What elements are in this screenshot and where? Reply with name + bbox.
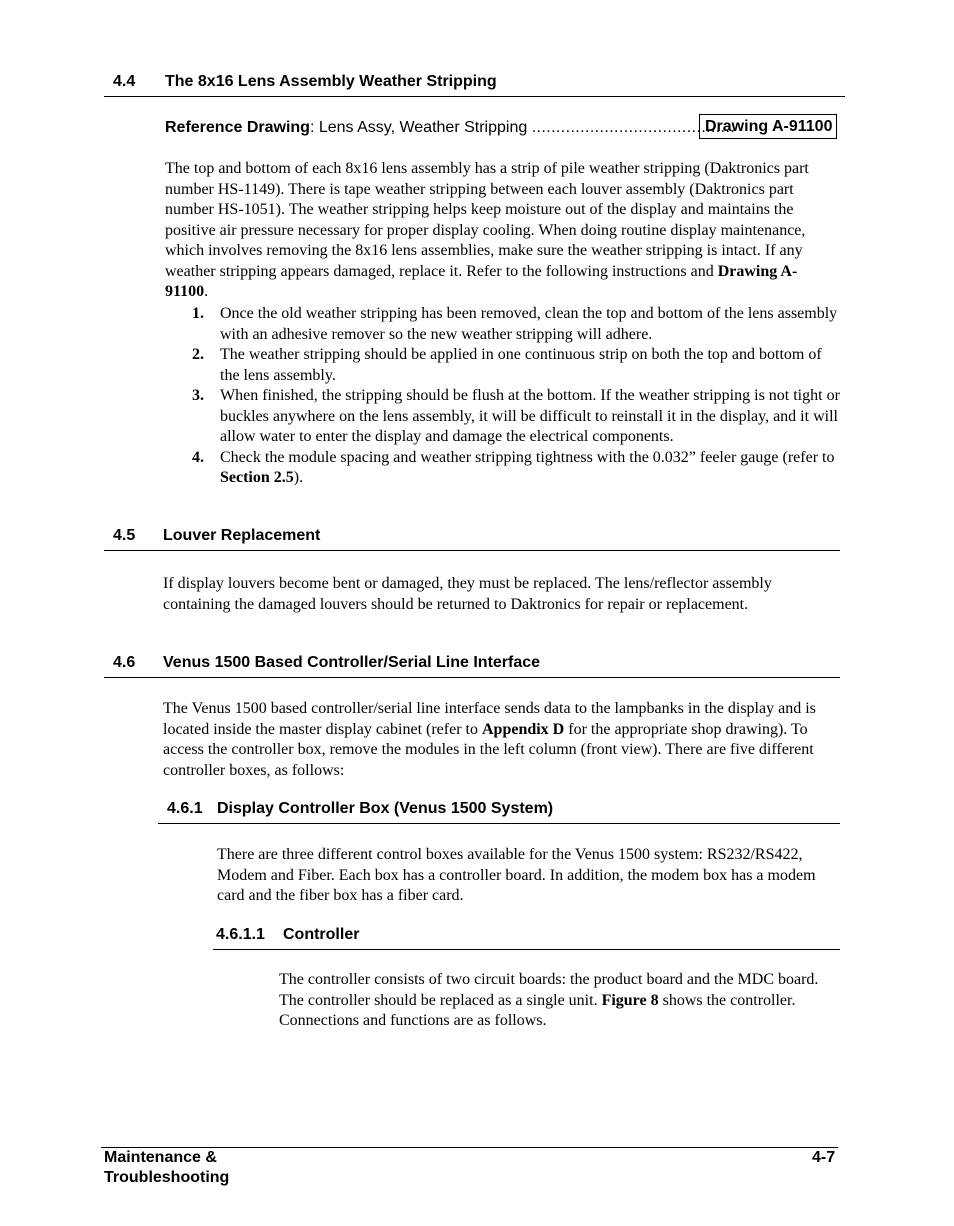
paragraph-text: If display louvers become bent or damaged, they must be replaced. The lens/reflector assembly containing the damaged louvers should be returned to Daktronics for repair or replacement. xyxy=(163,575,772,613)
paragraph-bold-ref: Figure 8 xyxy=(601,991,659,1009)
list-item xyxy=(165,448,845,489)
step-number: 3. xyxy=(192,387,204,404)
paragraph-text: The controller consists of two circuit boards: the product board and the MDC board. The controller should be replaced as a single unit. xyxy=(279,971,819,1009)
section-title: Controller xyxy=(283,926,360,943)
step-number: 4. xyxy=(192,448,204,466)
paragraph-bold-ref: Drawing A-91100 xyxy=(165,262,798,300)
section-4-5-heading xyxy=(113,527,320,545)
step-number: 2. xyxy=(192,346,204,363)
paragraph-text-end: shows the controller. Connections and functions are as follows. xyxy=(279,991,796,1029)
section-number: 4.6.1 xyxy=(167,800,203,817)
section-number: 4.5 xyxy=(113,527,136,544)
weather-stripping-steps xyxy=(165,304,845,489)
reference-text: : Lens Assy, Weather Stripping xyxy=(309,119,528,136)
list-item xyxy=(165,345,845,386)
reference-leader-dots: .......................................... xyxy=(531,119,736,136)
section-title: Display Controller Box (Venus 1500 System) xyxy=(217,800,554,817)
paragraph-text: The Venus 1500 based controller/serial line interface sends data to the lampbanks in the display and is located inside the master display cabinet (refer to xyxy=(163,700,816,738)
step-text: Check the module spacing and weather stripping tightness with the 0.032” feeler gauge (refer to xyxy=(220,448,835,466)
footer-chapter-title xyxy=(104,1148,229,1188)
section-number: 4.6 xyxy=(113,654,136,671)
louver-replacement-paragraph xyxy=(163,574,843,615)
step-number: 1. xyxy=(192,305,204,322)
section-4-6-heading xyxy=(113,654,540,672)
section-title: Venus 1500 Based Controller/Serial Line Interface xyxy=(163,654,541,671)
section-number: 4.6.1.1 xyxy=(216,926,265,943)
list-item xyxy=(165,304,845,345)
step-bold-ref: Section 2.5 xyxy=(220,469,294,486)
controller-interface-paragraph xyxy=(163,699,843,781)
list-item xyxy=(165,386,845,448)
page-number-text: 4-7 xyxy=(812,1149,836,1166)
page-number xyxy=(812,1148,835,1168)
reference-label: Reference Drawing xyxy=(165,119,310,136)
section-4-4-heading xyxy=(113,73,497,91)
paragraph-end: . xyxy=(204,283,209,300)
footer-line-2: Troubleshooting xyxy=(104,1169,230,1186)
paragraph-bold-ref: Appendix D xyxy=(481,720,565,738)
paragraph-text-end: for the appropriate shop drawing). To access the controller box, remove the modules in the left column (front view). There are five different controller boxes, as follows: xyxy=(163,720,814,779)
reference-drawing-line xyxy=(165,119,735,137)
section-title: Louver Replacement xyxy=(163,527,321,544)
step-text: The weather stripping should be applied in one continuous strip on both the top and bottom of the lens assembly. xyxy=(220,346,822,384)
section-title: The 8x16 Lens Assembly Weather Stripping xyxy=(165,73,497,90)
controller-paragraph xyxy=(279,970,829,1032)
weather-stripping-paragraph xyxy=(165,159,840,303)
controller-box-paragraph xyxy=(217,845,827,907)
section-number: 4.4 xyxy=(113,73,136,90)
footer-line-1: Maintenance & xyxy=(104,1149,217,1166)
heading-rule xyxy=(213,949,840,950)
heading-rule xyxy=(104,677,840,678)
step-text-end: ). xyxy=(293,469,304,486)
step-text: Once the old weather stripping has been removed, clean the top and bottom of the lens assembly with an adhesive remover so the new weather stripping will adhere. xyxy=(220,305,838,343)
paragraph-text: There are three different control boxes available for the Venus 1500 system: RS232/RS422, Modem and Fiber. Each box has a controller board. In addition, the modem box has a modem card and the fiber box has a fiber card. xyxy=(217,846,816,904)
heading-rule xyxy=(104,96,845,97)
section-4-6-1-heading xyxy=(167,800,553,818)
step-text: When finished, the stripping should be flush at the bottom. If the weather stripping is not tight or buckles anywhere on the lens assembly, it will be difficult to reinstall it in the display, and it will allow water to enter the display and damage the electrical components. xyxy=(220,387,840,445)
paragraph-text: The top and bottom of each 8x16 lens assembly has a strip of pile weather stripping (Daktronics part number HS-1149). There is tape weather stripping between each louver assembly (Daktronics part number HS-1051). The weather stripping helps keep moisture out of the display and maintains the positive air pressure necessary for proper display cooling. When doing routine display maintenance, which involves removing the 8x16 lens assemblies, make sure the weather stripping is intact. If any weather stripping appears damaged, replace it. Refer to the following instructions and xyxy=(165,160,809,280)
section-4-6-1-1-heading xyxy=(216,926,359,944)
drawing-reference-box xyxy=(699,114,837,139)
heading-rule xyxy=(104,550,840,551)
heading-rule xyxy=(158,823,840,824)
drawing-reference-label: Drawing A-91100 xyxy=(705,118,833,135)
